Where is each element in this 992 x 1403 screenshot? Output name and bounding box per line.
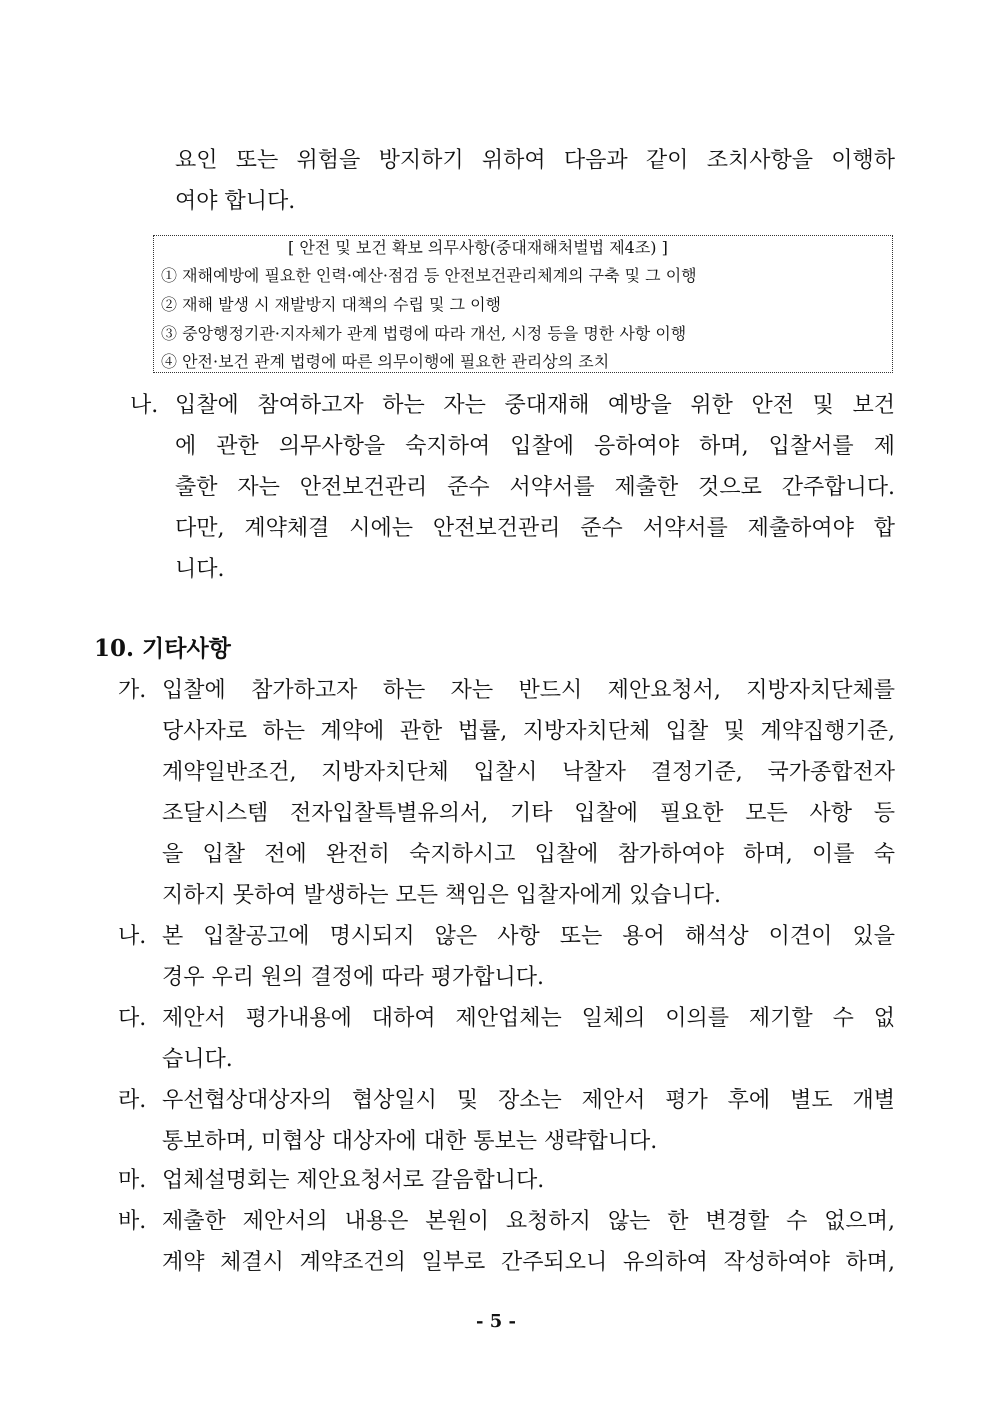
list-item-marker: 라. — [118, 1088, 147, 1113]
list-item-marker: 나. — [130, 393, 159, 418]
paragraph-line: 출한 자는 안전보건관리 준수 서약서를 제출한 것으로 간주합니다. — [175, 475, 895, 500]
paragraph-line: 에 관한 의무사항을 숙지하여 입찰에 응하여야 하며, 입찰서를 제 — [175, 434, 895, 459]
list-item-marker: 다. — [118, 1006, 147, 1031]
duty-item: ④ 안전·보건 관계 법령에 따른 의무이행에 필요한 관리상의 조치 — [161, 352, 610, 371]
paragraph-line: 본 입찰공고에 명시되지 않은 사항 또는 용어 해석상 이견이 있을 — [162, 924, 895, 949]
paragraph-line: 여야 합니다. — [175, 189, 296, 214]
duty-box-title: [ 안전 및 보건 확보 의무사항(중대재해처벌법 제4조) ] — [288, 238, 668, 257]
paragraph-line: 제안서 평가내용에 대하여 제안업체는 일체의 이의를 제기할 수 없 — [162, 1006, 895, 1031]
paragraph-line: 계약 체결시 계약조건의 일부로 간주되오니 유의하여 작성하여야 하며, — [162, 1250, 895, 1275]
paragraph-line: 당사자로 하는 계약에 관한 법률, 지방자치단체 입찰 및 계약집행기준, — [162, 719, 895, 744]
duty-item: ③ 중앙행정기관·지자체가 관계 법령에 따라 개선, 시정 등을 명한 사항 이행 — [161, 324, 687, 343]
paragraph-line: 업체설명회는 제안요청서로 갈음합니다. — [162, 1168, 545, 1193]
paragraph-line: 다만, 계약체결 시에는 안전보건관리 준수 서약서를 제출하여야 합 — [175, 516, 895, 541]
paragraph-line: 우선협상대상자의 협상일시 및 장소는 제안서 평가 후에 별도 개별 — [162, 1088, 895, 1113]
paragraph-line: 입찰에 참가하고자 하는 자는 반드시 제안요청서, 지방자치단체를 — [162, 678, 895, 703]
list-item-marker: 바. — [118, 1209, 147, 1234]
paragraph-line: 니다. — [175, 557, 225, 582]
list-item-marker: 나. — [118, 924, 147, 949]
paragraph-line: 요인 또는 위험을 방지하기 위하여 다음과 같이 조치사항을 이행하 — [175, 148, 895, 173]
paragraph-line: 경우 우리 원의 결정에 따라 평가합니다. — [162, 965, 544, 990]
paragraph-line: 조달시스템 전자입찰특별유의서, 기타 입찰에 필요한 모든 사항 등 — [162, 801, 895, 826]
paragraph-line: 통보하며, 미협상 대상자에 대한 통보는 생략합니다. — [162, 1129, 658, 1154]
paragraph-line: 제출한 제안서의 내용은 본원이 요청하지 않는 한 변경할 수 없으며, — [162, 1209, 895, 1234]
list-item-marker: 마. — [118, 1168, 147, 1193]
duty-item: ② 재해 발생 시 재발방지 대책의 수립 및 그 이행 — [161, 295, 501, 314]
duty-item: ① 재해예방에 필요한 인력·예산·점검 등 안전보건관리체계의 구축 및 그 이행 — [161, 266, 697, 285]
paragraph-line: 지하지 못하여 발생하는 모든 책임은 입찰자에게 있습니다. — [162, 883, 722, 908]
page-number: - 5 - — [476, 1311, 516, 1332]
paragraph-line: 습니다. — [162, 1047, 233, 1072]
safety-duty-box — [153, 235, 893, 373]
paragraph-line: 계약일반조건, 지방자치단체 입찰시 낙찰자 결정기준, 국가종합전자 — [162, 760, 895, 785]
list-item-marker: 가. — [118, 678, 147, 703]
paragraph-line: 을 입찰 전에 완전히 숙지하시고 입찰에 참가하여야 하며, 이를 숙 — [162, 842, 895, 867]
paragraph-line: 입찰에 참여하고자 하는 자는 중대재해 예방을 위한 안전 및 보건 — [175, 393, 895, 418]
section-heading: 10. 기타사항 — [94, 635, 231, 662]
